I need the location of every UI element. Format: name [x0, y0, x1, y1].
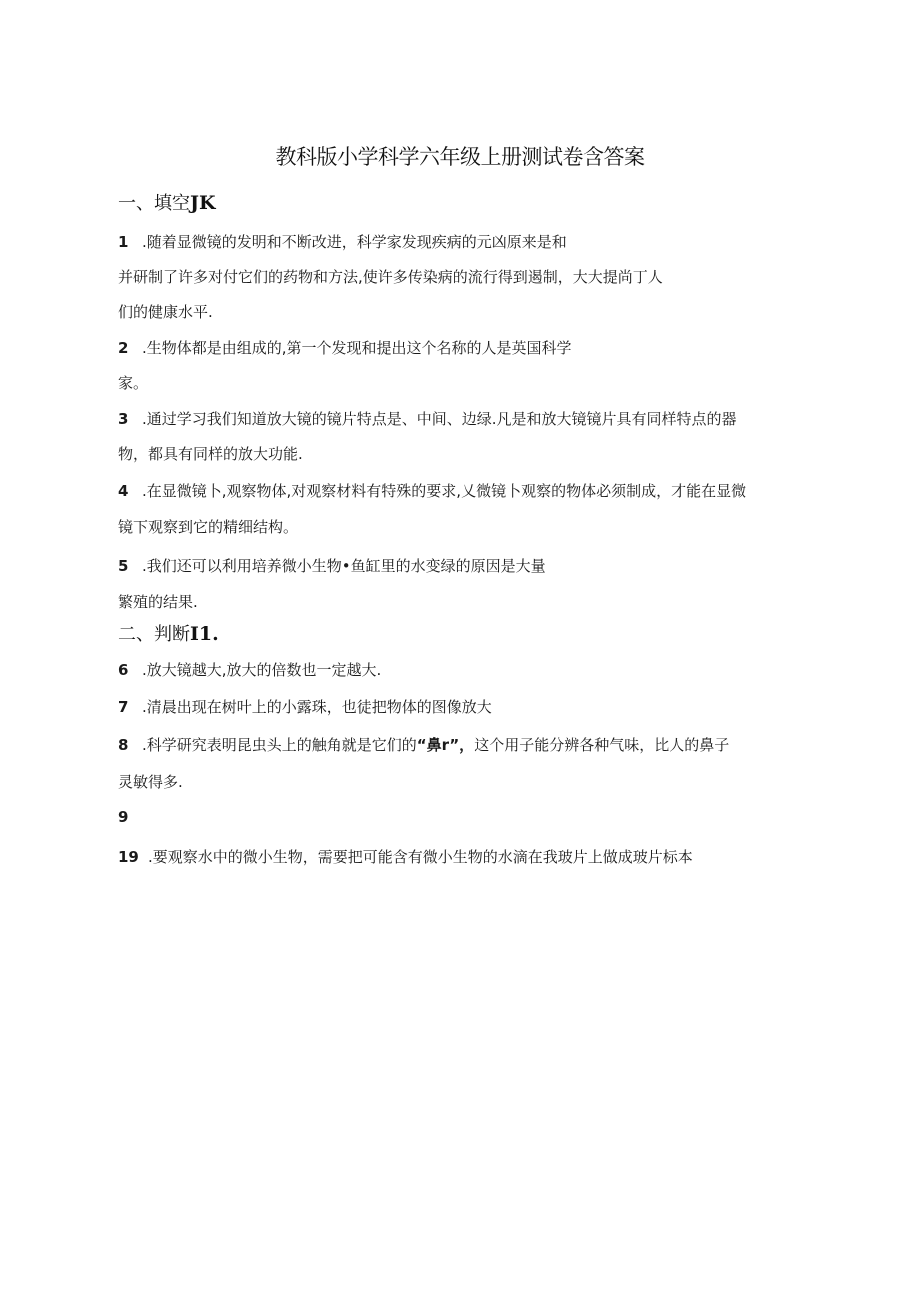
question-quote: “鼻r”， — [416, 736, 475, 754]
question-number: 1 — [118, 233, 129, 251]
question-4-line-1 — [118, 480, 746, 501]
question-5-line-2: 繁殖的结果. — [118, 593, 198, 611]
question-7 — [118, 696, 492, 717]
question-5-line-1 — [118, 555, 546, 576]
question-19 — [118, 846, 693, 867]
question-3-line-2: 物，都具有同样的放大功能. — [118, 445, 303, 463]
section-heading-true-false — [118, 620, 219, 646]
question-text-cont: 这个用子能分辨各种气味，比人的鼻子 — [474, 736, 730, 754]
question-text: .在显微镜卜,观察物体,对观察材料有特殊的要求,乂微镜卜观察的物体必须制成，才能在显微 — [142, 482, 747, 500]
question-2-line-1 — [118, 337, 572, 358]
question-text: .科学研究表明昆虫头上的触角就是它们的 — [142, 736, 417, 754]
question-text: .通过学习我们知道放大镜的镜片特点是、中间、边绿.凡是和放大镜镜片具有同样特点的器 — [142, 410, 737, 428]
question-number: 3 — [118, 410, 129, 428]
question-9 — [118, 808, 142, 826]
section-suffix: JK — [190, 192, 216, 214]
question-number: 8 — [118, 736, 129, 754]
question-4-line-2: 镜下观察到它的精细结构。 — [118, 518, 299, 536]
question-number: 7 — [118, 698, 129, 716]
question-text: .清晨出现在树叶上的小露珠，也徒把物体的图像放大 — [142, 698, 492, 716]
question-text: .我们还可以利用培养微小生物•鱼缸里的水变绿的原因是大量 — [142, 557, 546, 575]
question-1-line-1 — [118, 231, 567, 252]
question-6 — [118, 659, 381, 680]
question-2-line-2: 家。 — [118, 374, 149, 392]
section-heading-fill-blank — [118, 189, 216, 215]
question-number: 9 — [118, 808, 129, 826]
question-number: 5 — [118, 557, 129, 575]
question-text: .放大镜越大,放大的倍数也一定越大. — [142, 661, 382, 679]
question-1-line-3: 们的健康水平. — [118, 303, 213, 321]
section-label: 一、填空 — [118, 193, 190, 214]
question-number: 4 — [118, 482, 129, 500]
section-suffix: I1. — [190, 623, 219, 645]
question-number: 2 — [118, 339, 129, 357]
question-text: .要观察水中的微小生物，需要把可能含有微小生物的水滴在我玻片上做成玻片标本 — [148, 848, 693, 866]
document-title: 教科版小学科学六年级上册测试卷含答案 — [275, 145, 645, 169]
section-label: 二、判断 — [118, 624, 190, 645]
question-text: .生物体都是由组成的,第一个发现和提出这个名称的人是英国科学 — [142, 339, 572, 357]
question-number: 19 — [118, 848, 139, 866]
question-number: 6 — [118, 661, 129, 679]
question-3-line-1 — [118, 408, 737, 429]
question-8-line-2: 灵敏得多. — [118, 773, 183, 791]
question-8-line-1 — [118, 734, 729, 755]
question-text: .随着显微镜的发明和不断改进，科学家发现疾病的元凶原来是和 — [142, 233, 567, 251]
question-1-line-2: 并研制了许多对付它们的药物和方法,使许多传染病的流行得到遏制，大大提尚丁人 — [118, 268, 663, 286]
